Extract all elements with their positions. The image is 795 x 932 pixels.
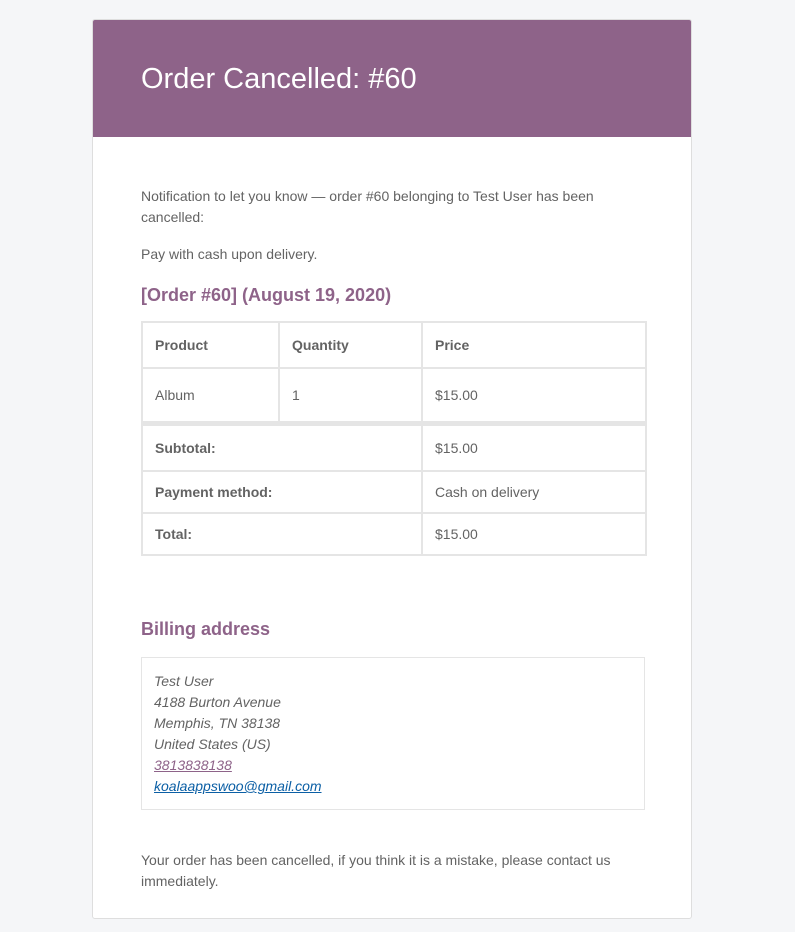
subtotal-row <box>142 424 646 472</box>
closing-message: Your order has been cancelled, if you think it is a mistake, please contact us immediately. <box>141 852 611 889</box>
billing-address <box>141 657 645 810</box>
payment-method-label: Payment method: <box>142 471 422 513</box>
column-header-product: Product <box>142 322 279 368</box>
billing-phone-link[interactable]: 3813838138 <box>154 757 232 773</box>
table-row <box>142 368 646 424</box>
product-price: $15.00 <box>422 368 646 424</box>
subtotal-value: $15.00 <box>422 424 646 472</box>
column-header-quantity: Quantity <box>279 322 422 368</box>
billing-email-link[interactable]: koalaappswoo@gmail.com <box>154 778 322 794</box>
order-details-table <box>141 321 647 556</box>
payment-instructions: Pay with cash upon delivery. <box>141 246 318 262</box>
email-container <box>92 19 692 919</box>
product-name: Album <box>142 368 279 424</box>
total-value: $15.00 <box>422 513 646 555</box>
billing-country: United States (US) <box>154 736 271 752</box>
payment-method-value: Cash on delivery <box>422 471 646 513</box>
billing-name: Test User <box>154 673 214 689</box>
total-row <box>142 513 646 555</box>
product-quantity: 1 <box>279 368 422 424</box>
table-header-row <box>142 322 646 368</box>
email-title: Order Cancelled: #60 <box>141 63 417 95</box>
column-header-price: Price <box>422 322 646 368</box>
billing-address-heading: Billing address <box>141 619 271 639</box>
email-header <box>93 20 691 137</box>
billing-street: 4188 Burton Avenue <box>154 694 281 710</box>
total-label: Total: <box>142 513 422 555</box>
order-heading: [Order #60] (August 19, 2020) <box>141 285 392 305</box>
subtotal-label: Subtotal: <box>142 424 422 472</box>
notification-message: Notification to let you know — order #60 belonging to Test User has been cancelled: <box>141 188 594 225</box>
payment-method-row <box>142 471 646 513</box>
billing-city: Memphis, TN 38138 <box>154 715 281 731</box>
